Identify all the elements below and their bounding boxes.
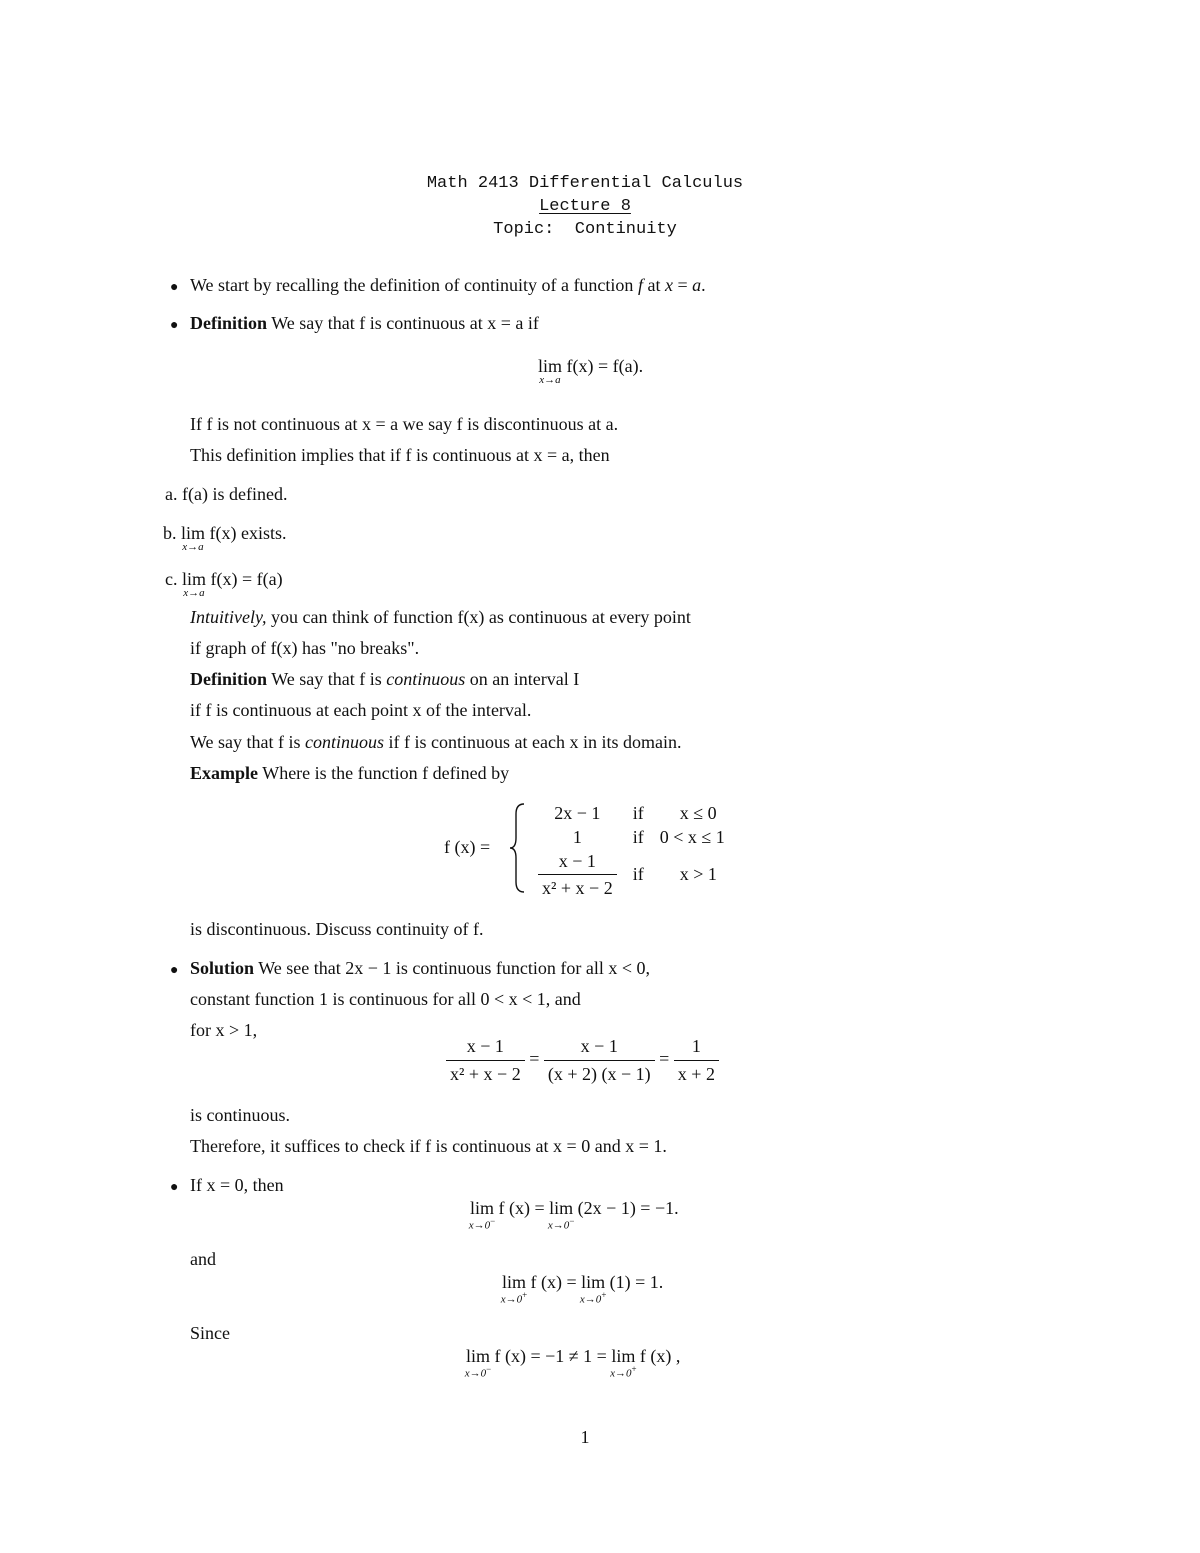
right-limit-equation: lim x→0+ f (x) = lim x→0+ (1) = 1. [500,1272,664,1306]
intuitively-line: Intuitively, you can think of function f(x) as continuous at every point [190,607,691,627]
therefore-line: Therefore, it suffices to check if f is continuous at x = 0 and x = 1. [190,1136,667,1156]
is-continuous-line: is continuous. [190,1105,291,1125]
interval-line2: if f is continuous at each point x of the interval. [190,700,532,720]
solution-line3: for x > 1, [190,1020,258,1040]
limits-not-equal-equation: lim x→0− f (x) = −1 ≠ 1 = lim x→0+ f (x) , [464,1346,681,1380]
item-b: b. lim x→a f(x) exists. [163,523,287,553]
left-limit-equation: lim x→0− f (x) = lim x→0− (2x − 1) = −1. [468,1198,679,1232]
example-line: Example Where is the function f defined by [190,763,510,783]
course-title: Math 2413 Differential Calculus [426,174,744,193]
limit-definition-formula: lim x→a f(x) = f(a). [538,356,644,386]
recall-line: We start by recalling the definition of continuity of a function f at x = a. [190,275,706,295]
solution-line1: Solution We see that 2x − 1 is continuous function for all x < 0, [190,958,650,978]
and-line: and [190,1249,216,1269]
piecewise-cases: 2x − 1 if x ≤ 0 1 if 0 < x ≤ 1 $\frac{x - 1}{\text{x² + x − 2}}$ if x > 1 [530,802,733,901]
solution-line2: constant function 1 is continuous for all 0 < x < 1, and [190,989,581,1009]
domain-continuity: We say that f is continuous if f is continuous at each x in its domain. [190,732,682,752]
piecewise-brace [508,800,528,902]
bullet-dot: ● [170,280,179,295]
if-x-zero-line: If x = 0, then [190,1175,284,1195]
page-number: 1 [580,1427,590,1447]
definition-interval: Definition We say that f is continuous on an interval I [190,669,580,689]
bullet-dot: ● [170,318,179,333]
topic-line: Topic: Continuity [493,220,677,239]
bullet-dot: ● [170,1180,179,1195]
item-a: a. f(a) is defined. [165,484,288,504]
no-breaks-line: if graph of f(x) has "no breaks". [190,638,420,658]
discontinuous-def: If f is not continuous at x = a we say f is discontinuous at a. [190,414,619,434]
bullet-dot: ● [170,963,179,978]
lecture-number: Lecture 8 [539,197,631,216]
fraction-equation: $\frac{x - 1}{\text{x² + x − 2}}$ = $\frac{x - 1}{(x + 2) (x - 1)}$ = $\frac{1}{x + 2}$ [446,1036,719,1085]
piecewise-lhs: f (x) = [444,837,491,857]
definition-continuity: Definition We say that f is continuous at x = a if [190,313,539,333]
implies-line: This definition implies that if f is continuous at x = a, then [190,445,610,465]
item-c: c. lim x→a f(x) = f(a) [165,569,283,599]
discuss-line: is discontinuous. Discuss continuity of f. [190,919,484,939]
since-line: Since [190,1323,230,1343]
